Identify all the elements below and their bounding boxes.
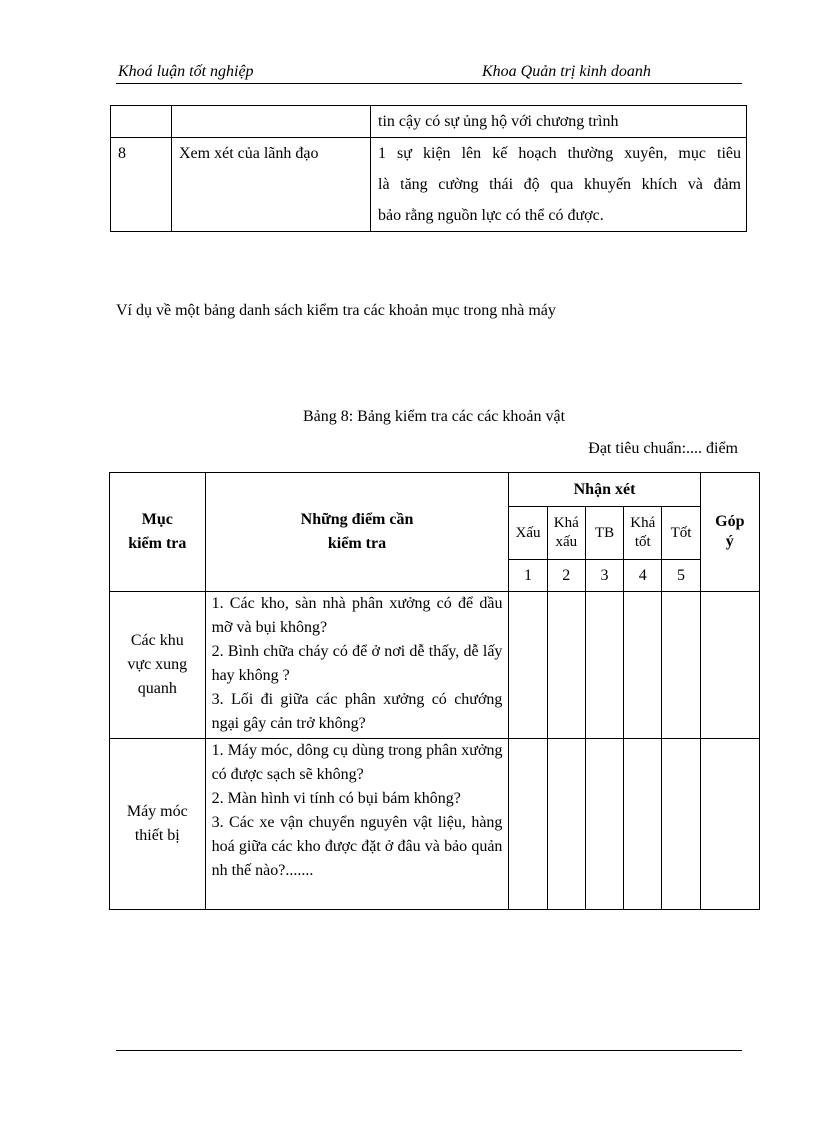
row-number — [111, 106, 172, 138]
row-description — [371, 106, 747, 138]
intro-paragraph: Ví dụ về một bảng danh sách kiểm tra các khoản mục trong nhà máy — [116, 302, 556, 319]
score-number: 5 — [662, 560, 700, 592]
criteria-item: 2. Màn hình vi tính có bụi bám không? — [211, 790, 461, 807]
page-header — [116, 63, 742, 84]
rating-cell[interactable] — [509, 592, 547, 739]
criteria-item: 3. Lối đi giữa các phân xưởng có chướng ngại gây cản trở không? — [211, 691, 503, 732]
table-caption: Bảng 8: Bảng kiểm tra các các khoản vật — [302, 408, 566, 425]
comment-cell[interactable] — [700, 592, 759, 739]
category-header: Mục kiểm tra — [110, 473, 206, 592]
header-row — [110, 473, 760, 507]
rating-cell[interactable] — [547, 592, 585, 739]
rating-cell[interactable] — [662, 739, 700, 910]
table-row — [111, 106, 747, 138]
description-line: là tăng cường thái độ qua khuyến khích và đảm — [378, 176, 741, 193]
criteria-item: 1. Các kho, sàn nhà phân xưởng có để dầu mỡ và bụi không? — [211, 595, 503, 636]
score-number: 4 — [624, 560, 662, 592]
row-number: 8 — [111, 138, 172, 232]
rating-label: Khá xấu — [547, 507, 585, 560]
rating-cell[interactable] — [624, 739, 662, 910]
standard-score-label: Đạt tiêu chuẩn:.... điểm — [588, 440, 738, 457]
table-row — [110, 739, 760, 910]
header-faculty-label: Khoa Quản trị kinh doanh — [482, 63, 651, 80]
description-line: 1 sự kiện lên kế hoạch thường xuyên, mục tiêu — [378, 145, 741, 162]
rating-label: TB — [585, 507, 623, 560]
description-line: tin cậy có sự ủng hộ với chương trình — [378, 113, 619, 130]
category-cell: Các khu vực xung quanh — [110, 592, 206, 739]
rating-cell[interactable] — [585, 592, 623, 739]
criteria-header: Những điểm cần kiểm tra — [205, 473, 509, 592]
criteria-item: 2. Bình chữa cháy có để ở nơi dễ thấy, dễ lấy hay không ? — [211, 643, 503, 684]
rating-cell[interactable] — [624, 592, 662, 739]
rating-label: Xấu — [509, 507, 547, 560]
criteria-item: 3. Các xe vận chuyển nguyên vật liệu, hàng hoá giữa các kho được đặt ở đâu và bảo quản nh thế nào?....... — [211, 814, 503, 879]
row-description — [371, 138, 747, 232]
table-row — [111, 138, 747, 232]
table-row — [110, 592, 760, 739]
criteria-cell — [205, 592, 509, 739]
footer-rule — [116, 1050, 742, 1051]
header-thesis-label: Khoá luận tốt nghiệp — [118, 63, 254, 80]
criteria-item: 1. Máy móc, dông cụ dùng trong phân xưởng có được sạch sẽ không? — [211, 742, 503, 783]
comment-cell[interactable] — [700, 739, 759, 910]
continuation-table — [110, 105, 747, 232]
description-line: bảo rằng nguồn lực có thể có được. — [378, 207, 604, 224]
checklist-table — [109, 472, 760, 910]
score-number: 3 — [585, 560, 623, 592]
rating-cell[interactable] — [662, 592, 700, 739]
rating-label: Tốt — [662, 507, 700, 560]
rating-label: Khá tốt — [624, 507, 662, 560]
score-number: 2 — [547, 560, 585, 592]
score-number: 1 — [509, 560, 547, 592]
rating-cell[interactable] — [509, 739, 547, 910]
row-name: Xem xét của lãnh đạo — [172, 138, 371, 232]
comment-header: Góp ý — [700, 473, 759, 592]
rating-cell[interactable] — [547, 739, 585, 910]
rating-cell[interactable] — [585, 739, 623, 910]
criteria-cell — [205, 739, 509, 910]
row-name — [172, 106, 371, 138]
category-cell: Máy móc thiết bị — [110, 739, 206, 910]
rating-header: Nhận xét — [509, 473, 700, 507]
